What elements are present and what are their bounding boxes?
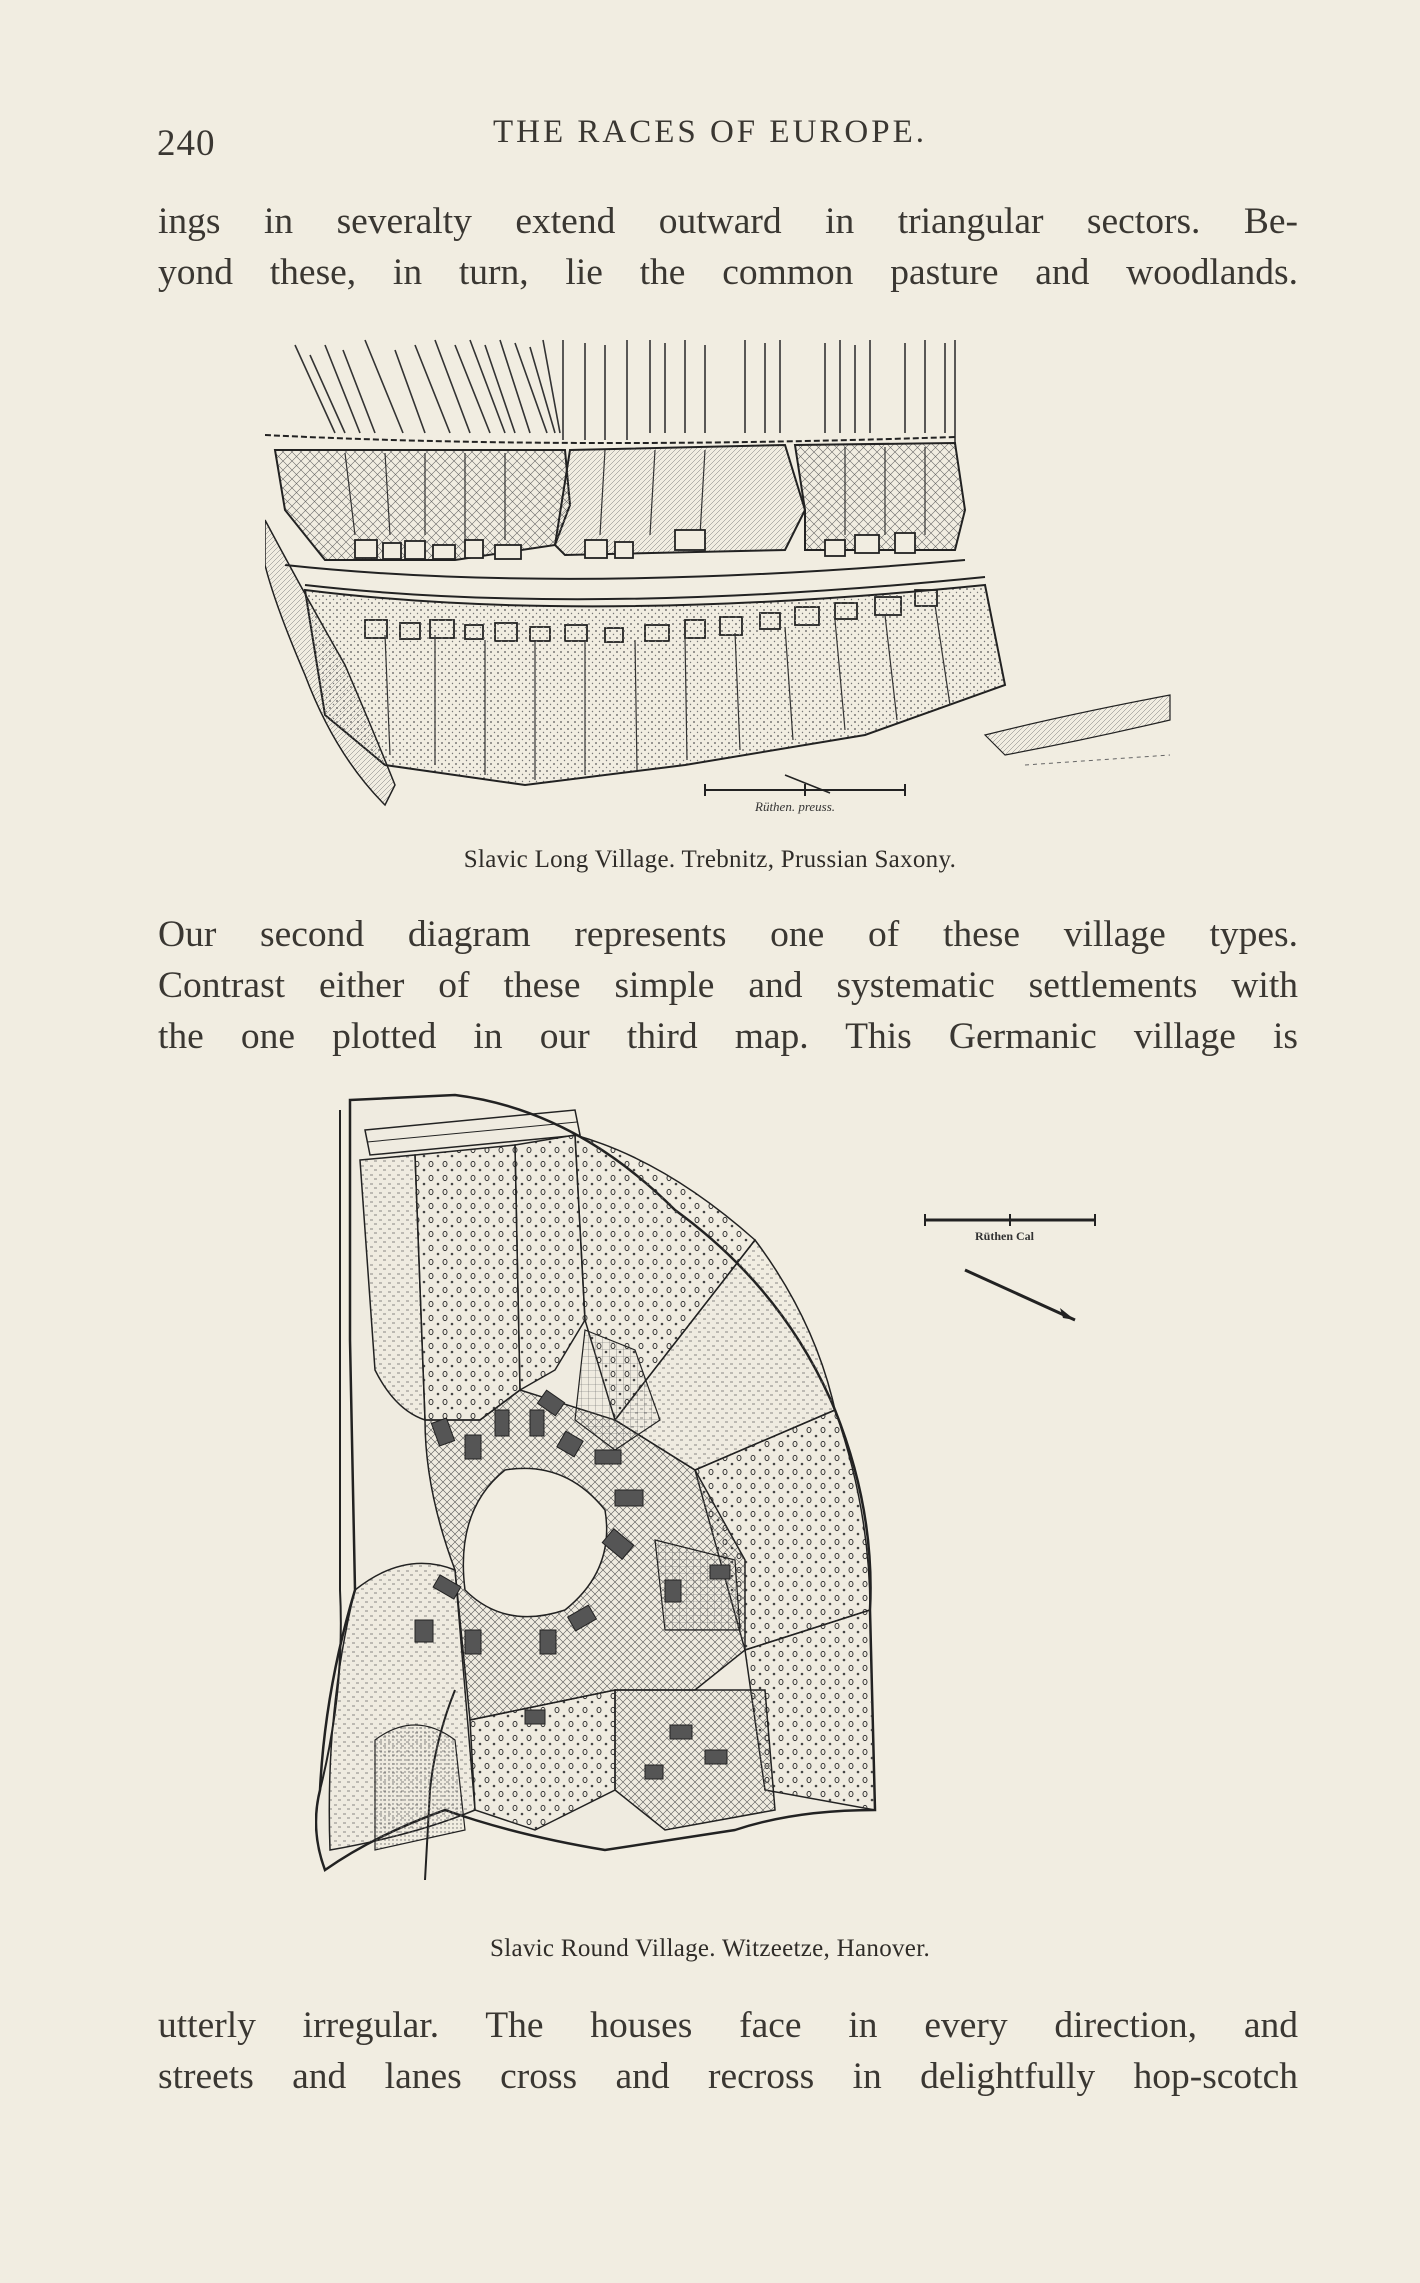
engraver-credit: Rüthen. preuss.	[755, 799, 836, 814]
paragraph-2	[158, 909, 1298, 1062]
text-line: Our second diagram represents one of these village types.	[158, 914, 1298, 955]
page-number: 240	[157, 123, 216, 164]
text-line: streets and lanes cross and recross in delightfully hop-scotch	[158, 2056, 1298, 2097]
text-line: the one plotted in our third map. This Germanic village is	[158, 1016, 1298, 1057]
paragraph-1	[158, 196, 1298, 298]
engraver-credit-2: Rüthen Cal	[975, 1229, 1035, 1243]
running-head: THE RACES OF EUROPE.	[492, 114, 928, 150]
scale-bar	[705, 775, 905, 796]
paragraph-3	[158, 2000, 1298, 2102]
figure-2-caption: Slavic Round Village. Witzeetze, Hanover.	[490, 1935, 930, 1962]
map-witzeetze	[315, 1090, 1145, 1920]
map-trebnitz	[265, 335, 1175, 815]
text-line: Contrast either of these simple and systematic settlements with	[158, 965, 1298, 1006]
figure-long-village	[265, 335, 1175, 815]
scale-bar	[925, 1214, 1095, 1226]
field-strips	[295, 340, 955, 445]
text-line: utterly irregular. The houses face in every direction, and	[158, 2005, 1298, 2046]
text-line: yond these, in turn, lie the common pasture and woodlands.	[158, 252, 1298, 293]
figure-1-caption: Slavic Long Village. Trebnitz, Prussian Saxony.	[463, 846, 957, 873]
text-line: ings in severalty extend outward in triangular sectors. Be-	[158, 201, 1298, 242]
north-arrow-icon	[965, 1270, 1075, 1320]
figure-round-village	[315, 1090, 1145, 1920]
